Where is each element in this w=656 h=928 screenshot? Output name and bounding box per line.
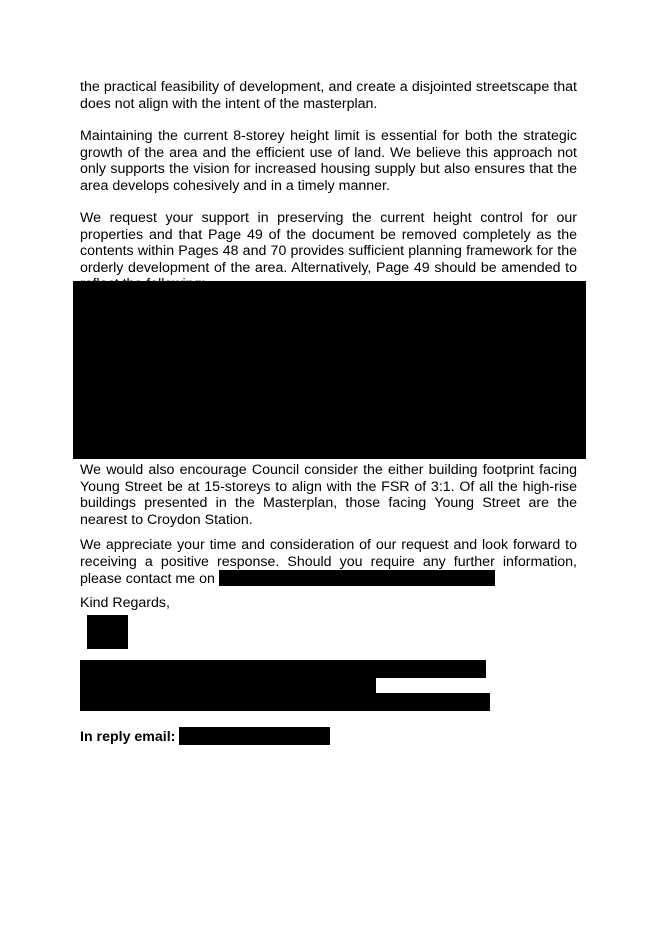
redacted-phone-number	[219, 570, 495, 586]
kind-regards: Kind Regards,	[80, 595, 170, 611]
reply-email-line	[80, 727, 330, 746]
paragraph-feasibility: the practical feasibility of development, and create a disjointed streetscape that does not align with the intent of the masterplan.	[80, 79, 577, 112]
paragraph-appreciation	[80, 537, 577, 588]
reply-email-label: In reply email:	[80, 729, 176, 745]
paragraph-young-street: We would also encourage Council consider the either building footprint facing Young Street be at 15-storeys to align with the FSR of 3:1. Of all the high-rise buildings presented in the Masterplan, those facing Young Street are the nearest to Croydon Station.	[80, 462, 577, 528]
redacted-sender-line-2	[80, 678, 376, 693]
paragraph-request-support: We request your support in preserving the current height control for our properties and that Page 49 of the document be removed completely as the contents within Pages 48 and 70 provides sufficient planning framework for the orderly development of the area. Alternatively, Page 49 should be amended to	[80, 210, 577, 276]
redacted-sender-line-1	[80, 660, 486, 678]
redacted-sender-line-3	[80, 693, 490, 711]
appreciation-text: We appreciate your time and consideration of our request and look forward to receiving a positive response. Should you require any further information, please contact me on	[80, 537, 577, 588]
redacted-signature	[87, 615, 128, 649]
redacted-block-amendment	[73, 281, 586, 459]
redacted-reply-email	[179, 727, 330, 745]
paragraph-height-limit: Maintaining the current 8-storey height limit is essential for both the strategic growth of the area and the efficient use of land. We believe this approach not only supports the vision for increased housing supply but also ensures that the area develops cohesively and in a timely manner.	[80, 128, 577, 194]
